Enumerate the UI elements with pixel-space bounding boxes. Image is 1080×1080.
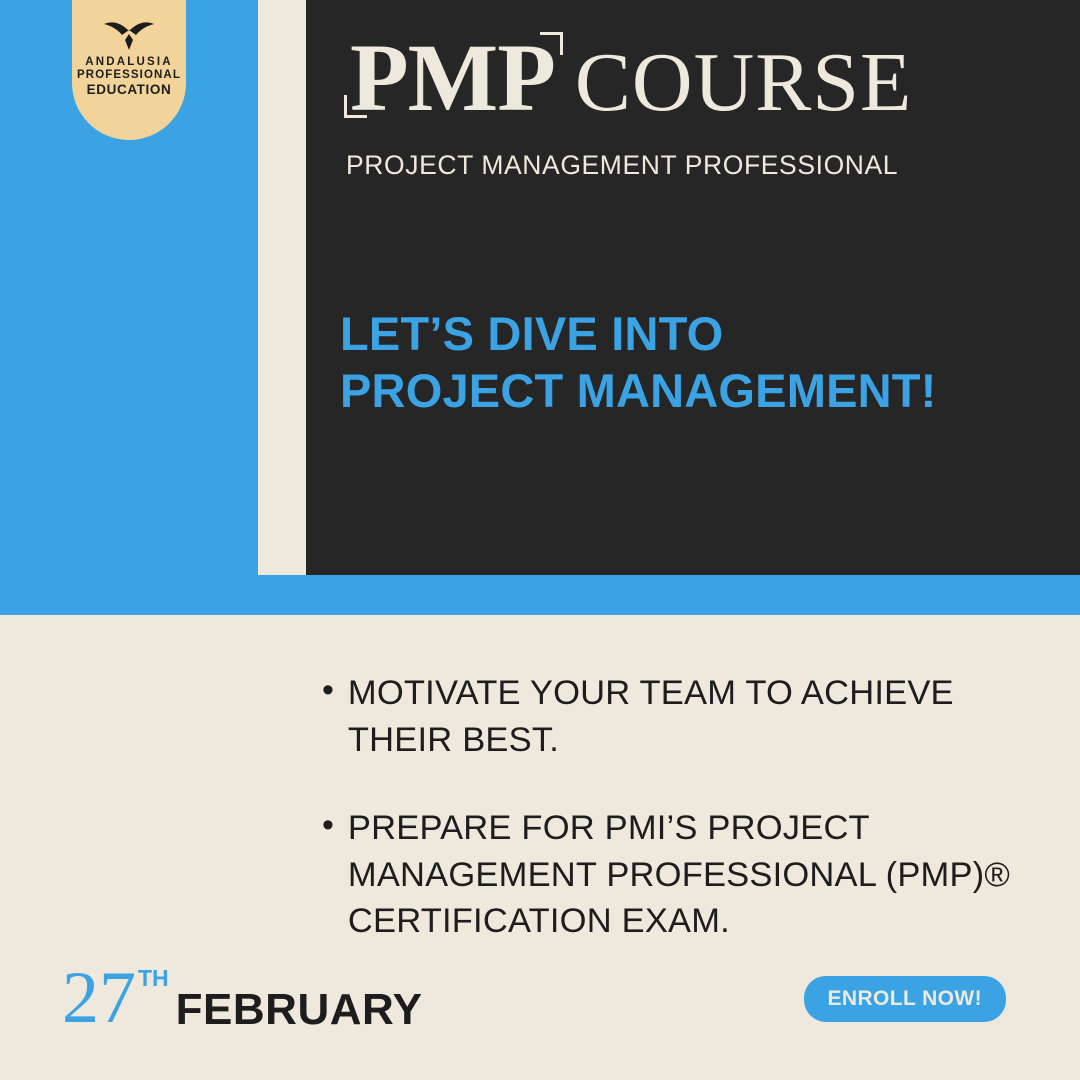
list-item-text: PREPARE FOR PMI’S PROJECT MANAGEMENT PROFESSIONAL (PMP)® CERTIFICATION EXAM. <box>347 809 1010 941</box>
event-date <box>62 957 423 1040</box>
blue-divider-band <box>0 575 1080 615</box>
headline-line-2: PROJECT MANAGEMENT! <box>340 364 937 418</box>
date-month: FEBRUARY <box>175 985 423 1034</box>
bullet-marker-icon: • <box>322 806 334 845</box>
brand-line-3: EDUCATION <box>86 81 172 97</box>
course-subtitle: PROJECT MANAGEMENT PROFESSIONAL <box>346 150 899 180</box>
list-item <box>322 670 1012 763</box>
list-item <box>322 805 1012 945</box>
bracket-bottom-left-icon <box>344 95 367 118</box>
bottom-section <box>0 615 1080 1080</box>
brand-line-2: PROFESSIONAL <box>77 68 181 81</box>
course-word: COURSE <box>574 36 913 129</box>
date-day: 27 <box>62 957 136 1040</box>
brand-line-1: ANDALUSIA <box>85 56 173 68</box>
pmp-text: PMP <box>350 24 555 131</box>
enroll-now-button[interactable]: ENROLL NOW! <box>804 976 1007 1022</box>
brand-logo-text <box>77 56 181 97</box>
bracket-top-right-icon <box>540 32 563 55</box>
list-item-text: MOTIVATE YOUR TEAM TO ACHIEVE THEIR BEST. <box>347 674 954 759</box>
pmp-mark <box>344 24 561 131</box>
cream-vertical-strip <box>258 0 306 575</box>
headline-line-1: LET’S DIVE INTO <box>340 307 724 360</box>
bullet-list <box>322 670 1012 987</box>
course-title <box>344 24 913 131</box>
bird-wings-icon <box>102 18 156 52</box>
brand-logo-badge <box>72 0 186 140</box>
headline <box>340 305 937 420</box>
bullet-marker-icon: • <box>322 671 334 709</box>
date-suffix: TH <box>138 965 169 991</box>
